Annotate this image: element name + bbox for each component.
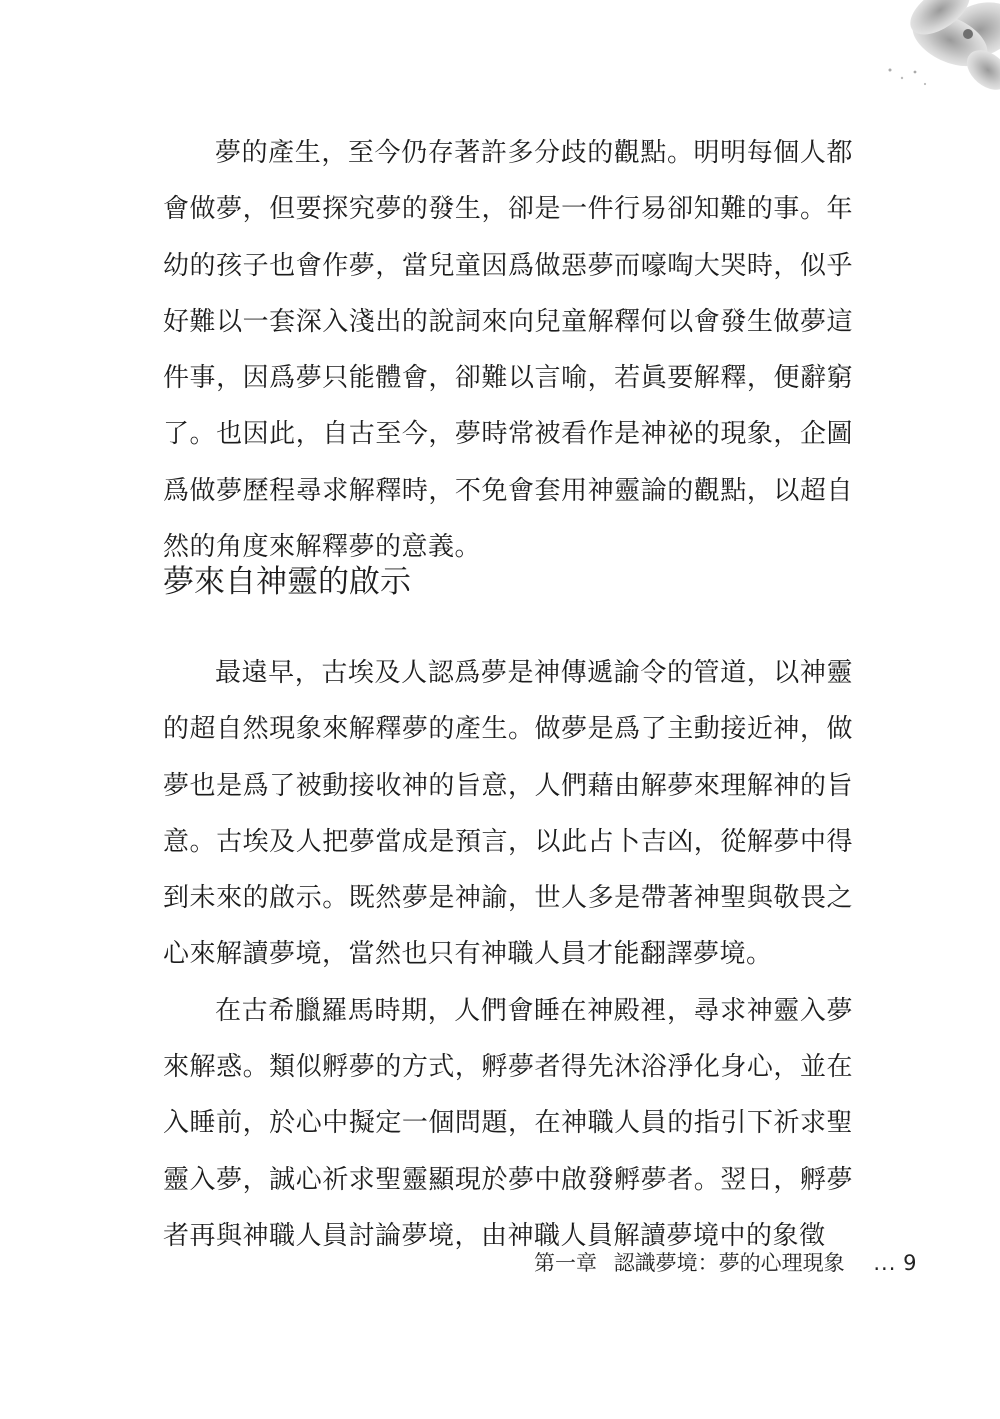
footer-chapter: 第一章 bbox=[534, 1251, 597, 1275]
intro-section bbox=[163, 125, 853, 575]
body-paragraph: 在古希臘羅馬時期，人們會睡在神殿裡，尋求神靈入夢來解惑。類似孵夢的方式，孵夢者得先沐浴淨化身心，並在入睡前，於心中擬定一個問題，在神職人員的指引下祈求聖靈入夢，誠心祈求聖靈顯現於夢中啟發孵夢者。翌日，孵夢者再與神職人員討論夢境，由神職人員解讀夢境中的象徵 bbox=[163, 995, 853, 1251]
section-body bbox=[163, 645, 853, 1264]
body-paragraph: 最遠早，古埃及人認爲夢是神傳遞諭令的管道，以神靈的超自然現象來解釋夢的產生。做夢是爲了主動接近神，做夢也是爲了被動接收神的旨意，人們藉由解夢來理解神的旨意。古埃及人把夢當成是預言，以此占卜吉凶，從解夢中得到未來的啟示。既然夢是神諭，世人多是帶著神聖與敬畏之心來解讀夢境，當然也只有神職人員才能翻譯夢境。 bbox=[163, 658, 853, 970]
footer-chapter-title: 認識夢境：夢的心理現象 bbox=[613, 1251, 845, 1275]
body-paragraph: 夢的產生，至今仍存著許多分歧的觀點。明明每個人都會做夢，但要探究夢的發生，卻是一件行易卻知難的事。年幼的孩子也會作夢，當兒童因爲做惡夢而嚎啕大哭時，似乎好難以一套深入淺出的說詞來向兒童解釋何以會發生做夢這件事，因爲夢只能體會，卻難以言喻，若眞要解釋，便辭窮了。也因此，自古至今，夢時常被看作是神祕的現象，企圖爲做夢歷程尋求解釋時，不免會套用神靈論的觀點，以超自然的角度來解釋夢的意義。 bbox=[163, 138, 853, 563]
page-number: 9 bbox=[903, 1251, 918, 1275]
flower-decoration-icon bbox=[830, 0, 1000, 110]
section-heading: 夢來自神靈的啟示 bbox=[163, 564, 411, 600]
page-footer bbox=[534, 1248, 918, 1278]
footer-page-prefix: ... bbox=[873, 1251, 897, 1275]
